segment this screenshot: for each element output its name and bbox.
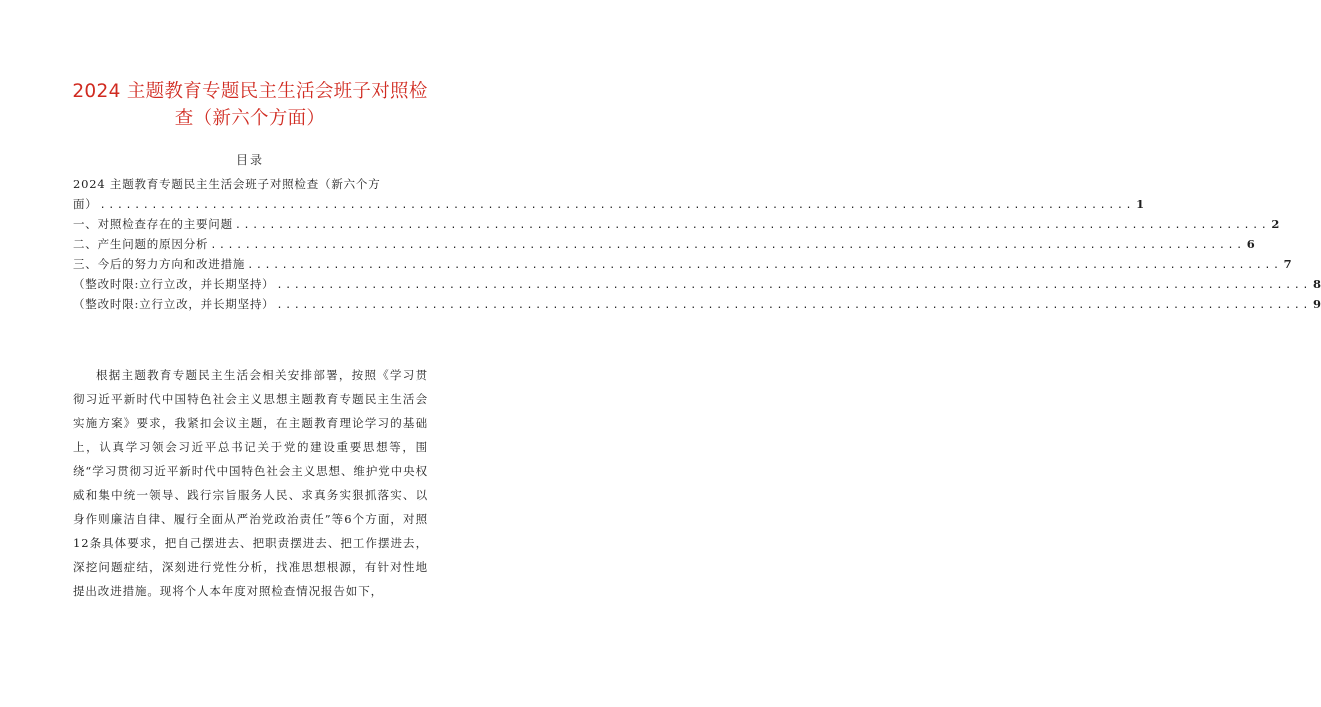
toc-entry-text: 二、产生问题的原因分析 (73, 237, 209, 251)
toc-page-number: 2 (1271, 217, 1280, 231)
body-paragraph: 根据主题教育专题民主生活会相关安排部署，按照《学习贯彻习近平新时代中国特色社会主义思想主题教育专题民主生活会实施方案》要求，我紧扣会议主题，在主题教育理论学习的基础上，认真学习领会习近平总书记关于党的建设重要思想等，围绕“学习贯彻习近平新时代中国特色社会主义思想、维护党中央权威和集中统一领导、践行宗旨服务人民、求真务实狠抓落实、以身作则廉洁自律、履行全面从严治党政治责任”等6个方面，对照12条具体要求，把自己摆进去、把职责摆进去、把工作摆进去，深挖问题症结，深刻进行党性分析，找准思想根源，有针对性地提出改进措施。现将个人本年度对照检查情况报告如下， (73, 368, 428, 598)
toc-leader-dots: ........................................................................................................................ (247, 260, 1282, 271)
toc-page-number: 7 (1283, 257, 1292, 271)
toc-page-number: 9 (1312, 297, 1321, 311)
toc-entry-text: （整改时限:立行立改，并长期坚持） (73, 297, 275, 311)
toc-leader-dots: ........................................................................................................................ (276, 300, 1311, 311)
toc-entry-2[interactable] (73, 214, 1280, 234)
table-of-contents (73, 174, 1321, 314)
toc-leader-dots: ........................................................................................................................ (210, 240, 1245, 251)
document-title (40, 78, 460, 132)
toc-entry-text: 面） (73, 197, 98, 211)
toc-leader-dots: ........................................................................................................................ (276, 280, 1311, 291)
toc-entry-1[interactable] (73, 194, 1145, 214)
toc-leader-dots: ........................................................................................................................ (99, 200, 1135, 211)
toc-entry-1-text[interactable]: 2024 主题教育专题民主生活会班子对照检查（新六个方 (73, 177, 381, 191)
toc-entry-4[interactable] (73, 254, 1292, 274)
toc-heading: 目录 (235, 153, 264, 167)
toc-page-number: 6 (1246, 237, 1255, 251)
toc-entry-text: （整改时限:立行立改，并长期坚持） (73, 277, 275, 291)
toc-leader-dots: ........................................................................................................................ (234, 220, 1270, 231)
title-line-2: 查（新六个方面） (174, 108, 326, 129)
toc-page-number: 8 (1312, 277, 1321, 291)
toc-page-number: 1 (1136, 197, 1145, 211)
toc-entry-text: 三、今后的努力方向和改进措施 (73, 257, 246, 271)
toc-entry-5[interactable] (73, 274, 1321, 294)
title-line-1: 2024 主题教育专题民主生活会班子对照检 (72, 81, 428, 102)
toc-entry-6[interactable] (73, 294, 1321, 314)
toc-entry-text: 一、对照检查存在的主要问题 (73, 217, 233, 231)
toc-entry-3[interactable] (73, 234, 1255, 254)
